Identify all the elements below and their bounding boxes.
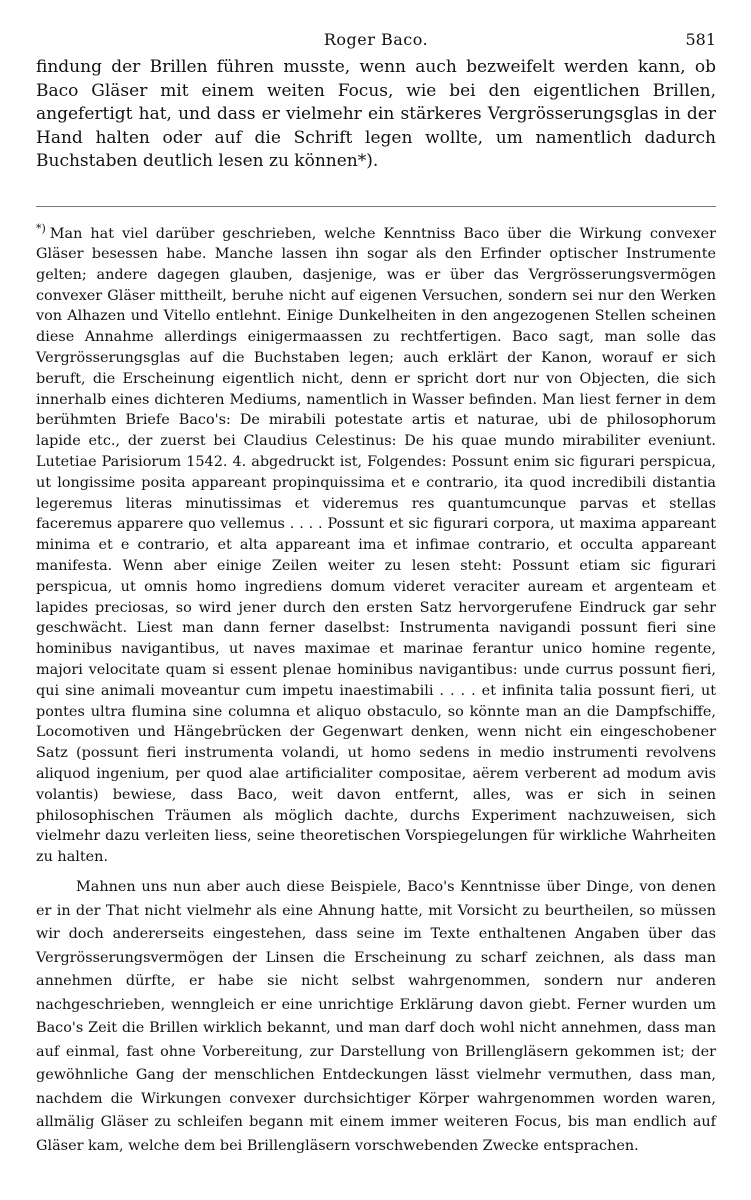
footnote-marker: *) (36, 221, 46, 235)
footnote (36, 219, 716, 869)
main-paragraph: findung der Brillen führen musste, wenn auch bezweifelt werden kann, ob Baco Gläser mit einem weiten Focus, wie bei den eigentlichen Brillen, angefertigt hat, und dass er vielmehr ein stärkeres Vergrösserungsglas in der Hand halten oder auf die Schrift legen wollte, um namentlich dadurch Buchstaben deutlich lesen zu können*). (36, 57, 716, 171)
page-number: 581 (685, 30, 716, 49)
book-page (36, 30, 716, 1158)
page-header (36, 30, 716, 56)
footnote-text: Man hat viel darüber geschrieben, welche Kenntniss Baco über die Wirkung convexer Gläser besessen habe. Manche lassen ihn sogar als den Erfinder optischer Instrumente gelten; andere dagegen glauben, dasjenige, was er über das Vergrösserungsvermögen convexer Gläser mittheilt, beruhe nicht auf eigenen Versuchen, sondern sei nur den Werken von Alhazen und Vitello entlehnt. Einige Dunkelheiten in den angezogenen Stellen scheinen diese Annahme allerdings einigermaassen zu rechtfertigen. Baco sagt, man solle das Vergrösserungsglas auf die Buchstaben legen; auch erklärt der Kanon, worauf er sich beruft, die Erscheinung eigentlich nicht, denn er spricht dort nur von Objecten, die sich innerhalb eines dichteren Mediums, namentlich in Wasser befinden. Man liest ferner in dem berühmten Briefe Baco's: De mirabili potestate artis et naturae, ubi de philosophorum lapide etc., der zuerst bei Claudius Celestinus: De his quae mundo mirabiliter eveniunt. Lutetiae Parisiorum 1542. 4. abgedruckt ist, Folgendes: Possunt enim sic figurari perspicua, ut longissime posita appareant propinquissima et e contrario, ita quod incredibili distantia legeremus literas minutissimas et videremus res quantumcunque parvas et stellas faceremus apparere quo vellemus . . . . Possunt et sic figurari corpora, ut maxima appareant minima et e contrario, et alta appareant ima et infimae contrario, et occulta appareant manifesta. Wenn aber einige Zeilen weiter zu lesen steht: Possunt etiam sic figurari perspicua, ut omnis homo ingrediens domum videret veraciter auream et argenteam et lapides preciosas, so wird jener durch den ersten Satz hervorgerufene Eindruck gar sehr geschwächt. Liest man dann ferner daselbst: Instrumenta navigandi possunt fieri sine hominibus navigantibus, ut naves maximae et marinae ferantur unico homine regente, majori velocitate quam si essent plenae hominibus navigantibus: unde currus possunt fieri, qui sine animali moveantur cum impetu inaestimabili . . . . et infinita talia possunt fieri, ut pontes ultra flumina sine columna et aliquo obstaculo, so könnte man an die Dampfschiffe, Locomotiven und Hängebrücken der Gegenwart denken, wenn nicht ein eingeschobener Satz (possunt fieri instrumenta volandi, ut homo sedens in medio instrumenti revolvens aliquod ingenium, per quod alae artificialiter compositae, aërem verberent ad modum avis volantis) bewiese, dass Baco, weit davon entfernt, alles, was er sich in seinen philosophischen Träumen als möglich dachte, durchs Experiment nachzuweisen, sich vielmehr dazu verleiten liess, seine theoretischen Vorspiegelungen für wirkliche Wahrheiten zu halten. (36, 225, 716, 866)
continuation-paragraph: Mahnen uns nun aber auch diese Beispiele, Baco's Kenntnisse über Dinge, von denen er in der That nicht vielmehr als eine Ahnung hatte, mit Vorsicht zu beurtheilen, so müssen wir doch andererseits eingestehen, dass seine im Texte enthaltenen Angaben über das Vergrösserungsvermögen der Linsen die Erscheinung zu scharf zeichnen, als dass man annehmen dürfte, er habe sie nicht selbst wahrgenommen, sondern nur anderen nachgeschrieben, wenngleich er eine unrichtige Erklärung davon giebt. Ferner wurden um Baco's Zeit die Brillen wirklich bekannt, und man darf doch wohl nicht annehmen, dass man auf einmal, fast ohne Vorbereitung, zur Darstellung von Brillengläsern gekommen ist; der gewöhnliche Gang der menschlichen Entdeckungen lässt vielmehr vermuthen, dass man, nachdem die Wirkungen convexer durchsichtiger Körper wahrgenommen worden waren, allmälig Gläser zu schleifen begann mit einem immer weiteren Focus, bis man endlich auf Gläser kam, welche dem bei Brillengläsern vorschwebenden Zwecke entsprachen. (36, 879, 716, 1154)
running-title: Roger Baco. (323, 30, 429, 49)
footnote-divider (36, 206, 716, 207)
